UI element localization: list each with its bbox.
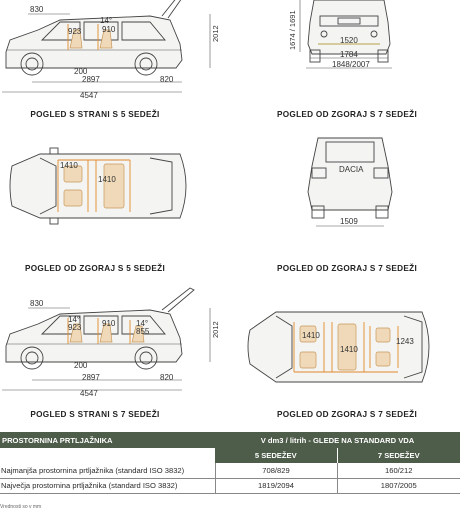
top-view-7-seats xyxy=(246,306,446,396)
dim-1410-front: 1410 xyxy=(60,161,78,170)
dim-1784: 1784 xyxy=(340,50,358,59)
dim-1410-7-front: 1410 xyxy=(302,331,320,340)
dim-4547: 4547 xyxy=(80,91,98,100)
dim-14deg-7b: 14° xyxy=(136,319,149,328)
dim-200-7: 200 xyxy=(74,361,88,370)
dim-1509: 1509 xyxy=(340,217,358,226)
dim-910-7: 910 xyxy=(102,319,116,328)
dim-1243: 1243 xyxy=(396,337,414,346)
table-row xyxy=(0,478,460,493)
rear-view xyxy=(296,138,436,238)
table-title: PROSTORNINA PRTLJAŽNIKA xyxy=(0,432,215,448)
caption-side-7: POGLED S STRANI S 7 SEDEŽI xyxy=(30,410,160,419)
caption-top-5: POGLED OD ZGORAJ S 5 SEDEŽI xyxy=(24,264,166,273)
row-value-5: 708/829 xyxy=(215,463,337,478)
dim-2012: 2012 xyxy=(211,25,220,42)
rear-badge: DACIA xyxy=(339,165,364,174)
dim-2897: 2897 xyxy=(82,75,100,84)
table-subheader-row xyxy=(0,448,460,463)
dim-1674: 1674 / 1691 xyxy=(288,10,297,50)
col-5-seats: 5 SEDEŽEV xyxy=(215,448,337,463)
dim-923: 923 xyxy=(68,27,82,36)
dim-14deg: 14° xyxy=(100,16,113,25)
dim-4547-7: 4547 xyxy=(80,389,98,398)
caption-side-5: POGLED S STRANI S 5 SEDEŽI xyxy=(30,110,160,119)
row-value-7: 1807/2005 xyxy=(337,478,460,493)
row-value-5: 1819/2094 xyxy=(215,478,337,493)
row-label: Največja prostornina prtljažnika (standard ISO 3832) xyxy=(0,478,215,493)
table-row xyxy=(0,463,460,478)
table-header-row xyxy=(0,432,460,448)
dim-1848: 1848/2007 xyxy=(332,60,370,69)
dim-820-7: 820 xyxy=(160,373,174,382)
caption-top-7a: POGLED OD ZGORAJ S 7 SEDEŽI xyxy=(276,110,418,119)
dim-2897-7: 2897 xyxy=(82,373,100,382)
dim-923-7: 923 xyxy=(68,323,82,332)
col-7-seats: 7 SEDEŽEV xyxy=(337,448,460,463)
side-view-5-seats xyxy=(0,0,230,100)
row-label: Najmanjša prostornina prtljažnika (standard ISO 3832) xyxy=(0,463,215,478)
dim-1410-7-mid: 1410 xyxy=(340,345,358,354)
front-view xyxy=(280,0,460,80)
dim-830-7: 830 xyxy=(30,299,44,308)
table-unit-header: V dm3 / litrih - GLEDE NA STANDARD VDA xyxy=(215,432,460,448)
dim-910: 910 xyxy=(102,25,116,34)
dim-1520: 1520 xyxy=(340,36,358,45)
dim-200: 200 xyxy=(74,67,88,76)
dim-820: 820 xyxy=(160,75,174,84)
dim-2012-7: 2012 xyxy=(211,321,220,338)
dim-1410-rear: 1410 xyxy=(98,175,116,184)
caption-top-7c: POGLED OD ZGORAJ S 7 SEDEŽI xyxy=(276,410,418,419)
trunk-volume-table xyxy=(0,432,460,494)
side-view-7-seats xyxy=(0,296,230,400)
row-value-7: 160/212 xyxy=(337,463,460,478)
footnote: Vrednosti so v mm xyxy=(0,504,42,510)
top-view-5-seats xyxy=(0,146,200,236)
dim-14deg-7a: 14° xyxy=(68,315,81,324)
dim-830: 830 xyxy=(30,5,44,14)
caption-top-7b: POGLED OD ZGORAJ S 7 SEDEŽI xyxy=(276,264,418,273)
dim-855: 855 xyxy=(136,327,150,336)
